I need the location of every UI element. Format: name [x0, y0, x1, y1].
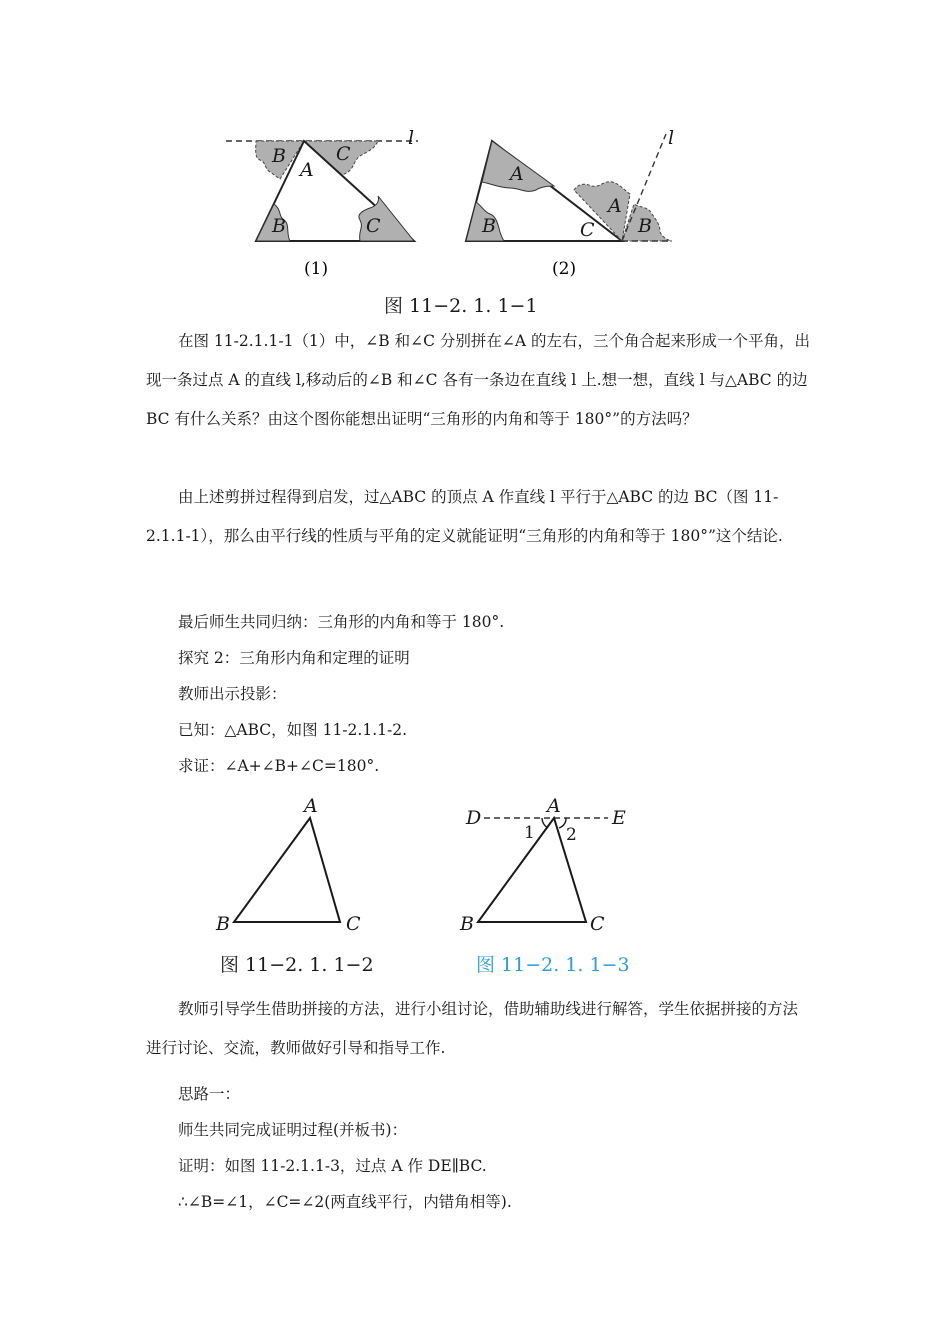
label-b: B: [216, 913, 230, 935]
label-c-panel1: C: [366, 215, 381, 237]
figure-caption-3: 图 11−2. 1. 1−3: [476, 954, 630, 976]
proof-step-2: ∴∠B=∠1，∠C=∠2(两直线平行，内错角相等).: [178, 1193, 512, 1211]
label-c-top: C: [336, 143, 351, 165]
panel-label-1: (1): [304, 259, 329, 279]
prove-statement: 求证：∠A+∠B+∠C=180°.: [178, 757, 380, 775]
label-e: E: [612, 807, 626, 829]
summary-line: 最后师生共同归纳：三角形的内角和等于 180°.: [178, 613, 505, 631]
label-angle-1: 1: [524, 823, 535, 843]
panel-label-2: (2): [552, 259, 577, 279]
proof-step-1: 证明：如图 11-2.1.1-3，过点 A 作 DE∥BC.: [178, 1157, 487, 1175]
paragraph-1: 在图 11-2.1.1-1（1）中，∠B 和∠C 分别拼在∠A 的左右，三个角合起来形成一个平角，出现一条过点 A 的直线 l,移动后的∠B 和∠C 各有一条边在直线 l 上.想一想，直线 l 与△ABC 的边 BC 有什么关系？由这个图你能想出证明“三角形的内角和等于 180°”的方法吗？: [146, 332, 810, 428]
angle-2-arc: [559, 818, 566, 828]
label-l-panel1: l: [408, 127, 415, 149]
teacher-projection: 教师出示投影：: [178, 685, 287, 703]
label-b: B: [460, 913, 474, 935]
figure-11-2-1-1-2: [210, 790, 390, 940]
explore-heading: 探究 2：三角形内角和定理的证明: [178, 649, 410, 667]
label-a-moved: A: [608, 195, 622, 217]
paragraph-3: 教师引导学生借助拼接的方法，进行小组讨论，借助辅助线进行解答，学生依据拼接的方法进行讨论、交流，教师做好引导和指导工作.: [146, 1000, 799, 1057]
label-c: C: [590, 913, 605, 935]
label-l-panel2: l: [668, 127, 675, 149]
figure-11-2-1-1-1: [220, 124, 720, 284]
triangle-with-parallel-line-diagram: [458, 790, 638, 940]
paragraph-2: 由上述剪拼过程得到启发，过△ABC 的顶点 A 作直线 l 平行于△ABC 的边 BC（图 11-2.1.1-1），那么由平行线的性质与平角的定义就能证明“三角形的内角和等于 180°”这个结论.: [146, 488, 783, 545]
triangle-dissection-diagram: [220, 124, 720, 284]
label-a-panel2: A: [510, 163, 524, 185]
label-angle-2: 2: [566, 825, 577, 845]
label-c-panel2: C: [580, 219, 595, 241]
label-d: D: [466, 807, 482, 829]
label-a: A: [547, 795, 561, 817]
triangle-abc: [234, 818, 340, 922]
label-a: A: [304, 795, 318, 817]
label-b-panel1: B: [272, 215, 286, 237]
given-statement: 已知：△ABC，如图 11-2.1.1-2.: [178, 721, 408, 739]
figure-caption-2: 图 11−2. 1. 1−2: [220, 954, 374, 976]
approach-one-heading: 思路一：: [178, 1085, 241, 1103]
label-a-panel1: A: [300, 159, 314, 181]
label-b-top: B: [272, 145, 286, 167]
label-b-moved: B: [638, 215, 652, 237]
label-b-panel2: B: [482, 215, 496, 237]
triangle-abc-diagram: [210, 790, 390, 940]
figure-11-2-1-1-3: [458, 790, 638, 940]
proof-intro: 师生共同完成证明过程(并板书)：: [178, 1121, 408, 1139]
label-c: C: [346, 913, 361, 935]
figure-caption-1: 图 11−2. 1. 1−1: [384, 295, 538, 317]
